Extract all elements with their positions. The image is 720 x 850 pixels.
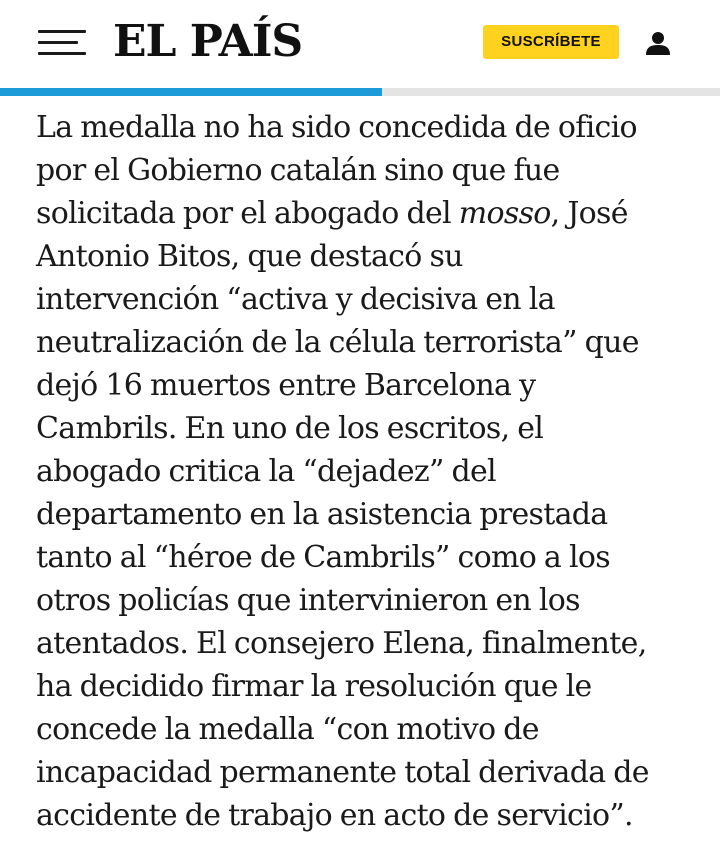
text-line: dejó 16 muertos entre Barcelona y (36, 368, 536, 403)
article-body (36, 106, 700, 837)
menu-line (38, 30, 86, 33)
text-line: otros policías que intervinieron en los (36, 583, 580, 618)
site-header (0, 0, 720, 88)
text-line: accidente de trabajo en acto de servicio”. (36, 798, 633, 833)
reading-progress-bar (0, 88, 720, 96)
menu-line (38, 41, 78, 44)
text-line: incapacidad permanente total derivada de (36, 755, 649, 790)
menu-line (38, 52, 86, 55)
text-line: departamento en la asistencia prestada (36, 497, 608, 532)
text-line: abogado critica la “dejadez” del (36, 454, 496, 489)
text-line: Cambrils. En uno de los escritos, el (36, 411, 544, 446)
reading-progress-fill (0, 88, 382, 96)
text-line (36, 192, 700, 235)
site-logo[interactable]: EL PAÍS (113, 16, 303, 67)
text-line: intervención “activa y decisiva en la (36, 282, 555, 317)
italic-term: mosso (458, 196, 551, 231)
subscribe-button[interactable]: SUSCRÍBETE (483, 25, 619, 59)
text-line: atentados. El consejero Elena, finalmente, (36, 626, 647, 661)
text-segment: , José (550, 196, 628, 231)
text-line: por el Gobierno catalán sino que fue (36, 153, 560, 188)
text-line: ha decidido firmar la resolución que le (36, 669, 592, 704)
text-line: Antonio Bitos, que destacó su (36, 239, 463, 274)
hamburger-menu-icon[interactable] (38, 28, 86, 58)
user-account-icon[interactable] (645, 30, 671, 56)
text-line: tanto al “héroe de Cambrils” como a los (36, 540, 610, 575)
text-segment: solicitada por el abogado del (36, 196, 459, 231)
text-line: La medalla no ha sido concedida de oficio (36, 110, 637, 145)
article-paragraph (36, 106, 700, 837)
text-line: concede la medalla “con motivo de (36, 712, 539, 747)
text-line: neutralización de la célula terrorista” que (36, 325, 639, 360)
